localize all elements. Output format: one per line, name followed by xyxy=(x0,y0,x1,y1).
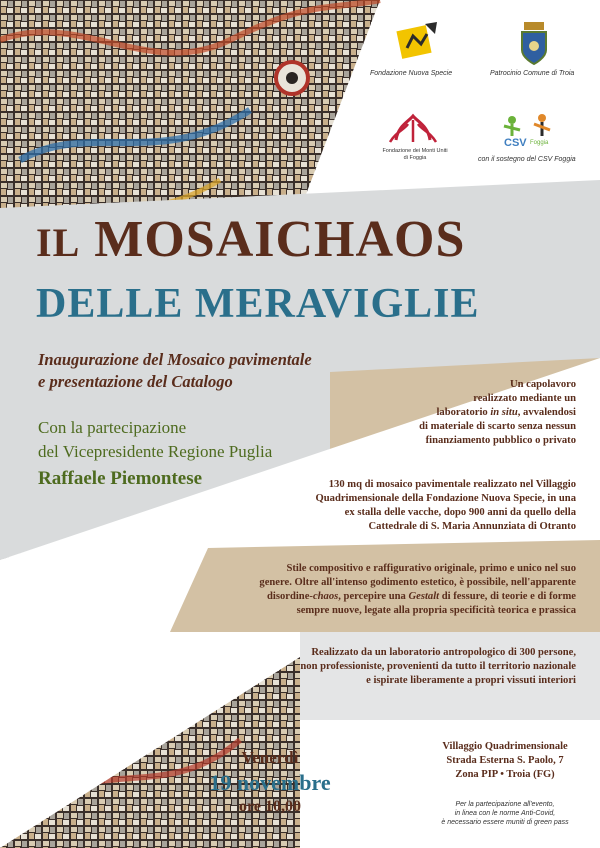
paragraph-stile xyxy=(259,562,576,618)
title-line-2: DELLE MERAVIGLIE xyxy=(36,281,480,327)
p3-line-3c: di fessure, di teorie e di forme xyxy=(439,591,576,602)
p3-line-4: sempre nuove, legate alla propria specificità teorica e prassica xyxy=(296,605,576,616)
csv-mark: CSV xyxy=(504,137,527,149)
green-pass-note xyxy=(420,800,590,827)
p1-line-1: Un capolavoro xyxy=(509,379,576,390)
p1-line-4: di materiale di scarto senza nessun xyxy=(419,421,576,432)
note-line-1: Per la partecipazione all'evento, xyxy=(455,801,555,808)
monti-uniti-line-a: Fondazione dei Monti Uniti xyxy=(382,148,448,154)
event-time: ore 10,00 xyxy=(239,798,301,815)
p2-line-1: 130 mq di mosaico pavimentale realizzato nel Villaggio xyxy=(328,479,576,490)
p2-line-2: Quadrimensionale della Fondazione Nuova Specie, in una xyxy=(315,493,576,504)
p3-line-3a: disordine- xyxy=(267,591,313,602)
title-line-1 xyxy=(36,210,465,269)
title-main: MOSAICHAOS xyxy=(94,211,466,268)
paragraph-laboratorio xyxy=(300,646,576,688)
logo-troia-caption: Patrocinio Comune di Troia xyxy=(490,70,575,77)
p3-line-1: Stile compositivo e raffigurativo originale, primo e unico nel suo xyxy=(286,563,576,574)
p2-line-4: Cattedrale di S. Maria Annunziata di Otranto xyxy=(368,521,576,532)
note-line-2: in linea con le norme Anti-Covid, xyxy=(454,810,556,817)
p3-line-3b: , percepire una xyxy=(338,591,409,602)
p1-line-2: realizzato mediante un xyxy=(473,393,576,404)
p1-line-3-italic: in situ xyxy=(490,407,518,418)
venue-address xyxy=(430,740,580,782)
subtitle-line-1: Inaugurazione del Mosaico pavimentale xyxy=(38,350,312,369)
p2-line-3: ex stalla delle vacche, dopo 900 anni da quello della xyxy=(344,507,576,518)
title-il: IL xyxy=(36,220,81,265)
participant-name: Raffaele Piemontese xyxy=(38,468,203,489)
p4-line-3: e ispirate liberamente a propri vissuti interiori xyxy=(366,675,576,686)
venue-line-1: Villaggio Quadrimensionale xyxy=(442,741,568,752)
p1-line-3a: laboratorio xyxy=(436,407,491,418)
fondazione-monti-uniti-icon xyxy=(388,112,438,146)
participation-line-2: del Vicepresidente Regione Puglia xyxy=(38,442,273,461)
event-day: Venerdì xyxy=(241,748,299,767)
p4-line-1: Realizzato da un laboratorio antropologico di 300 persone, xyxy=(311,647,576,658)
nuova-specie-icon xyxy=(395,20,441,64)
logo-nuova-specie xyxy=(395,20,441,68)
logo-monti-uniti xyxy=(388,112,438,150)
participation-line-1: Con la partecipazione xyxy=(38,418,187,437)
logo-monti-uniti-caption xyxy=(370,148,460,162)
p3-chaos: chaos xyxy=(312,591,339,602)
p1-line-5: finanziamento pubblico o privato xyxy=(425,435,576,446)
p1-line-3b: , avvalendosi xyxy=(517,407,576,418)
logo-csv-caption: con il sostegno del CSV Foggia xyxy=(478,156,576,163)
coat-of-arms-icon xyxy=(518,20,550,66)
monti-uniti-line-b: di Foggia xyxy=(403,155,427,161)
logo-troia xyxy=(518,20,550,70)
p3-line-2: genere. Oltre all'intenso godimento estetico, è possibile, nell'apparente xyxy=(259,577,576,588)
venue-line-2: Strada Esterna S. Paolo, 7 xyxy=(446,755,564,766)
event-date: 19 novembre xyxy=(209,770,331,795)
csv-sub: Foggia xyxy=(530,140,549,146)
subtitle-line-2: e presentazione del Catalogo xyxy=(38,372,233,391)
paragraph-130mq xyxy=(316,478,576,534)
p3-gestalt: Gestalt xyxy=(408,591,440,602)
note-line-3: è necessario essere muniti di green pass xyxy=(441,819,569,826)
venue-line-3: Zona PIP • Troia (FG) xyxy=(455,769,555,780)
logo-nuova-specie-caption: Fondazione Nuova Specie xyxy=(370,70,453,77)
paragraph-capolavoro xyxy=(419,378,576,448)
p4-line-2: non professioniste, provenienti da tutto il territorio nazionale xyxy=(300,661,576,672)
